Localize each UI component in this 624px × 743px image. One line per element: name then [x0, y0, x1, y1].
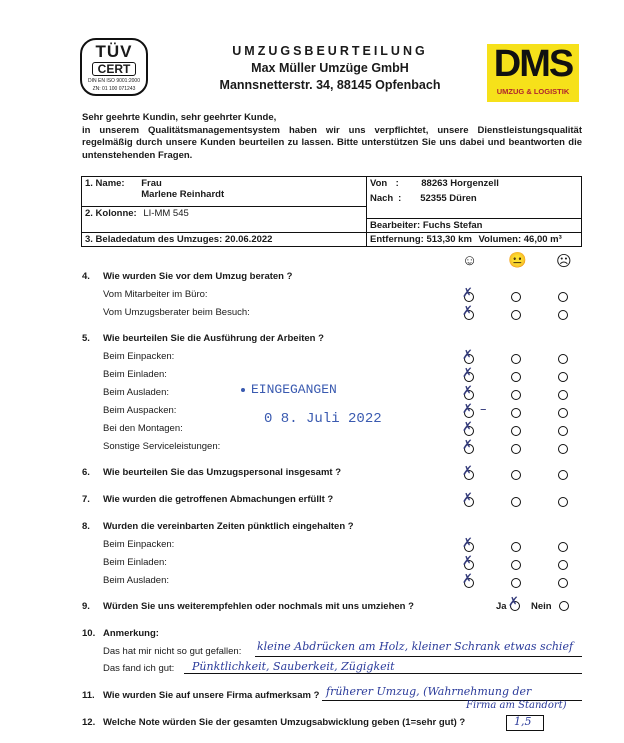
q4b-label: Vom Umzugsberater beim Besuch: [103, 307, 250, 318]
customer-info-table: 1. Name: Frau Marlene Reinhardt Von : 88263 Horgenzell Nach : 52355 Düren Bearbeiter: Fuchs Stefan 2. Kolonne: LI-MM 545 3. Beladedatum des Umzuges: 20.06.2022 Entfernung: 513,30 km Volumen: 46,00 m³ [81, 176, 582, 247]
q10b-line [184, 673, 582, 674]
q5d-label: Beim Auspacken: [103, 405, 177, 416]
checkmark-icon: ✗ [462, 464, 473, 479]
checkmark-icon: ✗ [508, 595, 519, 610]
q4a-radio-bad[interactable] [558, 292, 568, 302]
q5b-label: Beim Einladen: [103, 369, 167, 380]
q10a-label: Das hat mir nicht so gut gefallen: [103, 646, 242, 657]
checkmark-icon: ✗ [462, 491, 473, 506]
dash-mark-icon: – [480, 402, 487, 417]
name-label: 1. Name: [85, 178, 125, 189]
q8a-label: Beim Einpacken: [103, 539, 175, 550]
q10b-label: Das fand ich gut: [103, 663, 175, 674]
q10a-line [255, 656, 582, 657]
volumen-label: Volumen: [478, 234, 522, 245]
q5e-radio-neutral[interactable] [511, 426, 521, 436]
checkmark-icon: ✗ [462, 438, 473, 453]
q5f-radio-bad[interactable] [558, 444, 568, 454]
q7-radio-bad[interactable] [558, 497, 568, 507]
q10-label: Anmerkung: [103, 628, 159, 639]
q8a-radio-bad[interactable] [558, 542, 568, 552]
q9-number: 9. [82, 601, 90, 612]
good-smiley-icon: ☺ [462, 252, 478, 269]
checkmark-icon: ✗ [462, 536, 473, 551]
kolonne-label: 2. Kolonne: [85, 208, 137, 219]
checkmark-icon: ✗ [462, 420, 473, 435]
q6-radio-bad[interactable] [558, 470, 568, 480]
q8b-label: Beim Einladen: [103, 557, 167, 568]
q4a-label: Vom Mitarbeiter im Büro: [103, 289, 208, 300]
tuv-logo-top: TÜV [95, 42, 133, 61]
q8a-radio-neutral[interactable] [511, 542, 521, 552]
q9-label: Würden Sie uns weiterempfehlen oder nochmals mit uns umziehen ? [103, 601, 414, 612]
q4b-radio-bad[interactable] [558, 310, 568, 320]
q4a-radio-neutral[interactable] [511, 292, 521, 302]
q6-label: Wie beurteilen Sie das Umzugspersonal insgesamt ? [103, 467, 342, 478]
q5b-radio-neutral[interactable] [511, 372, 521, 382]
customer-salutation: Frau [141, 178, 162, 189]
q7-radio-neutral[interactable] [511, 497, 521, 507]
checkmark-icon: ✗ [462, 402, 473, 417]
q6-radio-neutral[interactable] [511, 470, 521, 480]
q9-ja-label: Ja [496, 601, 507, 612]
q7-label: Wie wurden die getroffenen Abmachungen erfüllt ? [103, 494, 334, 505]
q11-handwriting-1[interactable]: früherer Umzug, (Wahrnehmung der [326, 685, 532, 698]
checkmark-icon: ✗ [462, 366, 473, 381]
q8c-radio-neutral[interactable] [511, 578, 521, 588]
q5c-radio-bad[interactable] [558, 390, 568, 400]
q11-label: Wie wurden Sie auf unsere Firma aufmerksam ? [103, 690, 320, 701]
q5c-label: Beim Ausladen: [103, 387, 170, 398]
stamp-date: 0 8. Juli 2022 [264, 411, 382, 427]
bad-smiley-icon: ☹ [556, 253, 572, 270]
q5a-label: Beim Einpacken: [103, 351, 175, 362]
entfernung-value: 513,30 km [426, 234, 472, 245]
bearbeiter-label: Bearbeiter: [370, 220, 421, 231]
dms-logo [487, 44, 579, 102]
von-label: Von [370, 178, 388, 189]
q5a-radio-neutral[interactable] [511, 354, 521, 364]
document-title: UMZUGSBEURTEILUNG [232, 44, 428, 58]
grade-handwriting: 1,5 [514, 715, 532, 728]
kolonne-value: LI-MM 545 [143, 208, 189, 219]
q5b-radio-bad[interactable] [558, 372, 568, 382]
q5-number: 5. [82, 333, 90, 344]
q9-nein-radio[interactable] [559, 601, 569, 611]
tuv-cert-logo [80, 38, 148, 96]
customer-name: Marlene Reinhardt [141, 189, 225, 200]
intro-text [82, 112, 582, 162]
nach-label: Nach [370, 193, 394, 204]
entfernung-label: Entfernung: [370, 234, 424, 245]
q5a-radio-bad[interactable] [558, 354, 568, 364]
q10-number: 10. [82, 628, 96, 639]
intro-body: in unserem Qualitätsmanagementsystem haben wir uns verpflichtet, unsere Dienstleistungsqualität regelmäßig durch unsere Kunden beurteilen zu lassen. Bitte unterstützen Sie uns dabei und beantworten die untenstehenden Fragen. [82, 124, 582, 161]
beladedatum-value: 20.06.2022 [224, 234, 273, 245]
nach-value: 52355 Düren [420, 193, 477, 204]
checkmark-icon: ✗ [462, 572, 473, 587]
checkmark-icon: ✗ [462, 304, 473, 319]
q7-number: 7. [82, 494, 90, 505]
q12-label: Welche Note würden Sie der gesamten Umzugsabwicklung geben (1=sehr gut) ? [103, 717, 466, 728]
neutral-smiley-icon: 😐 [508, 252, 527, 269]
company-address: Mannsnetterstr. 34, 88145 Opfenbach [219, 78, 441, 92]
q11-handwriting-2[interactable]: Firma am Standort) [466, 700, 567, 711]
volumen-value: 46,00 m³ [523, 234, 562, 245]
q10b-handwriting[interactable]: Pünktlichkeit, Sauberkeit, Zügigkeit [192, 660, 395, 673]
q5e-radio-bad[interactable] [558, 426, 568, 436]
q5d-radio-neutral[interactable] [511, 408, 521, 418]
beladedatum-label: 3. Beladedatum des Umzuges: [85, 234, 223, 245]
q12-number: 12. [82, 717, 96, 728]
dms-logo-sub: UMZUG & LOGISTIK [487, 87, 579, 96]
q4-number: 4. [82, 271, 90, 282]
received-stamp [241, 382, 337, 397]
q4b-radio-neutral[interactable] [511, 310, 521, 320]
greeting: Sehr geehrte Kundin, sehr geehrter Kunde, [82, 112, 277, 123]
q5e-label: Bei den Montagen: [103, 423, 183, 434]
q8b-radio-bad[interactable] [558, 560, 568, 570]
tuv-logo-cert: CERT [92, 62, 136, 76]
stamp-text: EINGEGANGEN [251, 382, 337, 397]
checkmark-icon: ✗ [462, 384, 473, 399]
q5f-radio-neutral[interactable] [511, 444, 521, 454]
q8-number: 8. [82, 521, 90, 532]
q8-label: Wurden die vereinbarten Zeiten pünktlich eingehalten ? [103, 521, 354, 532]
bearbeiter-value: Fuchs Stefan [422, 220, 483, 231]
checkmark-icon: ✗ [462, 348, 473, 363]
q5d-radio-bad[interactable] [558, 408, 568, 418]
company-name: Max Müller Umzüge GmbH [251, 61, 409, 75]
q6-number: 6. [82, 467, 90, 478]
q5-label: Wie beurteilen Sie die Ausführung der Arbeiten ? [103, 333, 324, 344]
q5f-label: Sonstige Serviceleistungen: [103, 441, 221, 452]
dms-logo-text: DMS [493, 43, 573, 85]
tuv-logo-zn: ZN: 01 100 071243 [92, 86, 136, 92]
tuv-logo-norm: DIN EN ISO 9001:2000 [88, 78, 140, 84]
q4-label: Wie wurden Sie vor dem Umzug beraten ? [103, 271, 293, 282]
q11-number: 11. [82, 690, 95, 701]
q8b-radio-neutral[interactable] [511, 560, 521, 570]
q10a-handwriting[interactable]: kleine Abdrücken am Holz, kleiner Schrank etwas schief [257, 640, 574, 653]
q8c-label: Beim Ausladen: [103, 575, 170, 586]
q5c-radio-neutral[interactable] [511, 390, 521, 400]
q8c-radio-bad[interactable] [558, 578, 568, 588]
checkmark-icon: ✗ [462, 554, 473, 569]
q9-nein-label: Nein [531, 601, 552, 612]
document-header [160, 44, 500, 92]
checkmark-icon: ✗ [462, 286, 473, 301]
von-value: 88263 Horgenzell [421, 178, 499, 189]
